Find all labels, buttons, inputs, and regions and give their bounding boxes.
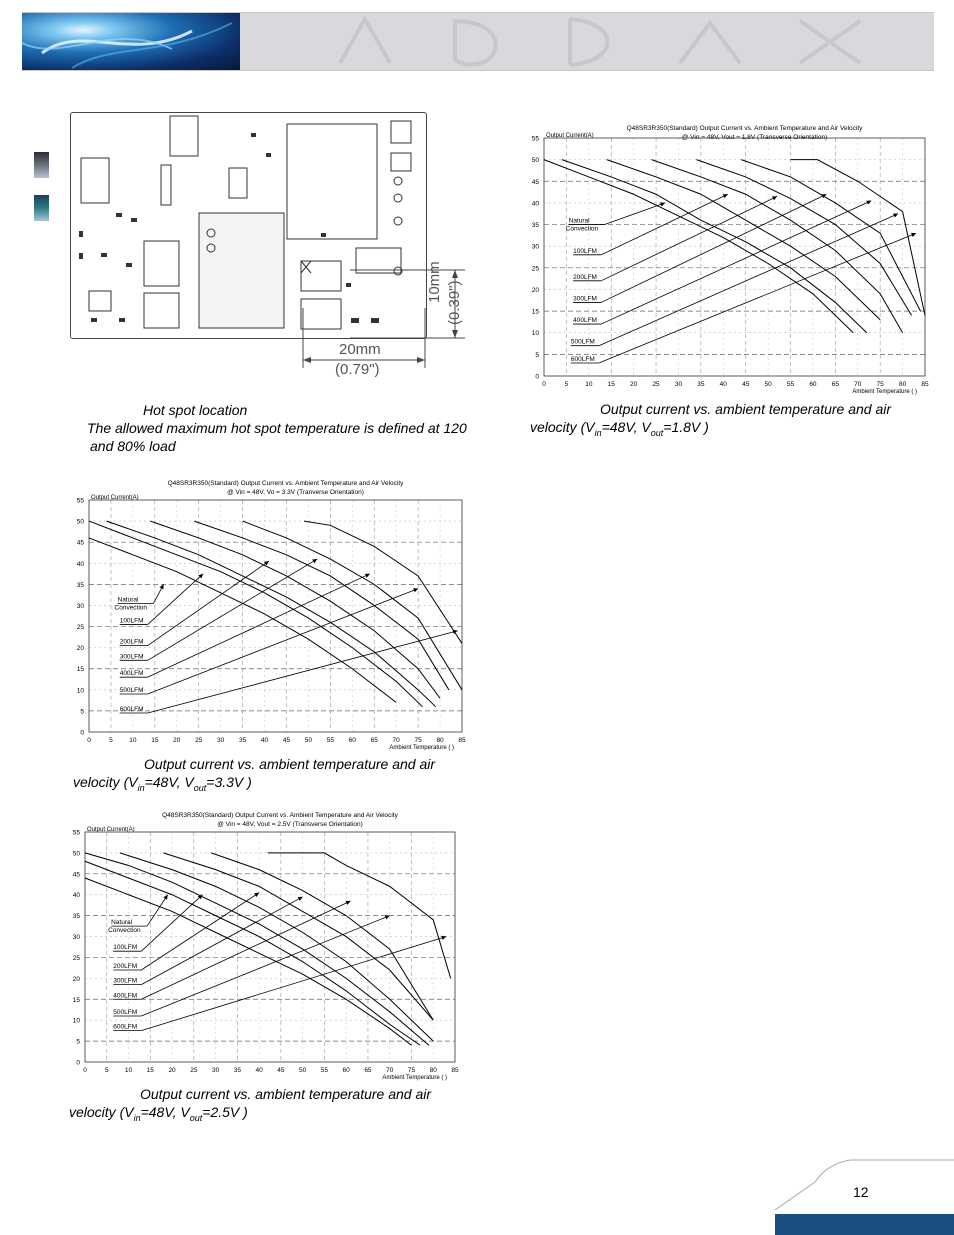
x-tick-label: 55 [326,737,334,744]
x-tick-label: 85 [458,737,466,744]
y-tick-label: 0 [80,729,84,737]
x-tick-label: 5 [109,737,113,744]
y-tick-label: 30 [72,934,80,942]
caption-sub-out: out [189,1112,203,1123]
series-arrow-line [148,559,317,660]
y-tick-label: 0 [535,373,539,381]
dim-width-in-label: (0.79") [335,361,380,378]
x-tick-label: 15 [607,381,615,388]
x-axis-label: Ambient Temperature ( ) [852,389,917,395]
x-axis-label: Ambient Temperature ( ) [389,745,454,751]
series-label: 100LFM [573,247,597,255]
series-arrow-head [254,893,259,897]
side-tab-dark [34,152,49,178]
y-tick-label: 35 [531,222,539,230]
y-tick-label: 5 [80,708,84,716]
caption-sub-in: in [133,1112,141,1123]
y-axis-label: Output Current(A) [87,827,135,833]
x-tick-label: 25 [190,1067,198,1074]
chart-title: Q48SR3R350(Standard) Output Current vs. Ambient Temperature and Air Velocity [626,125,863,132]
caption-sub-out: out [193,782,207,793]
y-tick-label: 55 [531,135,539,143]
x-tick-label: 55 [786,381,795,388]
series-arrow-line [148,589,418,694]
caption-sub-in: in [137,782,145,793]
x-tick-label: 50 [304,737,313,744]
series-label: 600LFM [113,1023,138,1031]
x-tick-label: 35 [233,1067,241,1074]
caption-2.5v [69,1085,469,1127]
x-tick-label: 10 [129,737,137,744]
x-tick-label: 85 [451,1067,459,1074]
series-label-line2: Convection [114,604,148,612]
x-tick-label: 40 [719,381,727,388]
caption-1.8v [530,400,930,442]
series-label-line2: Convection [108,927,141,935]
series-line [304,521,462,643]
caption-3.3v-line2 [73,773,473,797]
board-dimensions [290,255,470,385]
caption-3.3v [73,755,473,797]
y-tick-label: 45 [76,539,84,547]
y-tick-label: 10 [531,330,539,338]
series-arrow-line [601,194,826,302]
y-axis-label: Output Current(A) [546,133,594,139]
x-tick-label: 60 [809,381,817,388]
y-tick-label: 35 [76,581,84,589]
y-tick-label: 15 [531,308,539,316]
series-label-line2: Convection [565,225,599,233]
chart-vout-1.8v [530,118,935,403]
x-tick-label: 10 [124,1067,133,1074]
y-tick-label: 40 [72,892,80,900]
series-label: 100LFM [119,617,144,625]
x-tick-label: 60 [348,737,356,744]
dim-height-in-label: (0.39") [446,280,463,325]
x-tick-label: 45 [742,381,750,388]
x-tick-label: 20 [173,737,181,744]
x-tick-label: 40 [260,737,269,744]
x-tick-label: 10 [585,381,593,388]
series-label: 300LFM [113,977,138,985]
series-line [211,853,433,1020]
series-line [85,878,411,1045]
y-tick-label: 30 [76,602,84,610]
x-tick-label: 5 [104,1067,109,1074]
x-tick-label: 75 [414,737,422,744]
x-tick-label: 20 [630,381,638,388]
x-tick-label: 60 [342,1067,350,1074]
x-tick-label: 45 [277,1067,285,1074]
y-tick-label: 0 [76,1059,80,1067]
caption-tail: =3.3V ) [206,774,252,790]
series-label: Natural [568,217,590,225]
y-tick-label: 40 [76,560,84,568]
y-tick-label: 50 [76,518,84,526]
x-tick-label: 75 [407,1067,416,1074]
series-line [696,160,911,316]
x-tick-label: 35 [238,737,247,744]
caption-mid: =48V, V [140,1104,190,1120]
page-number: 12 [853,1184,869,1200]
caption-1.8v-line2 [530,418,930,442]
caption-1.8v-line1: Output current vs. ambient temperature and air [600,401,892,417]
y-tick-label: 25 [72,954,80,962]
x-tick-label: 70 [386,1067,394,1074]
x-tick-label: 75 [876,381,884,388]
series-arrow-line [599,214,898,346]
hotspot-caption-title: Hot spot location [143,402,248,418]
caption-mid: =48V, V [144,774,194,790]
series-arrow-line [141,897,302,985]
series-line [85,861,420,1045]
x-tick-label: 45 [282,737,291,744]
series-label: 400LFM [573,317,597,325]
x-tick-label: 80 [898,381,907,388]
x-axis-label: Ambient Temperature ( ) [382,1075,447,1081]
caption-mid: =48V, V [601,419,651,435]
x-tick-label: 30 [217,737,225,744]
x-tick-label: 85 [921,381,929,388]
x-tick-label: 65 [831,381,839,388]
x-tick-label: 25 [195,737,203,744]
x-tick-label: 0 [83,1067,87,1074]
series-arrow-head [660,202,665,206]
series-line [163,853,433,1020]
caption-sub-out: out [650,427,664,438]
x-tick-label: 5 [564,381,569,388]
caption-3.3v-line1: Output current vs. ambient temperature and air [144,756,436,772]
series-arrow-line [148,631,458,713]
chart-vout-2.5v [66,805,471,1090]
series-label: 200LFM [113,963,138,970]
series-label: 400LFM [113,992,138,1000]
dim-height-label: 10mm [426,261,443,303]
x-tick-label: 20 [168,1067,176,1074]
x-tick-label: 15 [151,737,159,744]
y-tick-label: 20 [76,645,84,653]
x-tick-label: 55 [320,1067,329,1074]
y-tick-label: 25 [76,624,84,632]
header-banner [22,12,934,71]
hotspot-caption-body: The allowed maximum hot spot temperature is defined at 120 [87,420,467,436]
plot-frame [85,832,455,1062]
chart-title: Q48SR3R350(Standard) Output Current vs. Ambient Temperature and Air Velocity [167,480,404,487]
y-tick-label: 40 [531,200,539,208]
y-tick-label: 55 [76,497,84,505]
caption-tail: =1.8V ) [663,419,709,435]
series-label: 200LFM [573,273,597,281]
x-tick-label: 30 [211,1067,220,1074]
y-tick-label: 45 [531,178,539,186]
y-tick-label: 5 [535,351,539,359]
x-tick-label: 35 [697,381,705,388]
y-tick-label: 15 [72,996,80,1004]
chart-subtitle: @ Vin = 48V, Vo = 3.3V (Tranverse Orientation) [227,489,364,496]
series-label: 500LFM [570,338,595,346]
series-label: 500LFM [119,687,144,695]
x-tick-label: 80 [436,737,444,744]
caption-prefix: velocity (V [73,774,138,790]
x-tick-label: 70 [392,737,400,744]
series-label: 400LFM [119,670,144,678]
hotspot-caption-body2: and 80% load [90,438,176,454]
y-tick-label: 20 [531,286,539,294]
y-tick-label: 50 [531,157,539,165]
series-arrow-line [605,203,665,225]
banner-photo [22,13,240,70]
y-tick-label: 10 [72,1017,80,1025]
series-label: 600LFM [119,706,144,714]
series-line [89,521,423,707]
caption-prefix: velocity (V [530,419,595,435]
y-tick-label: 20 [72,975,80,983]
x-tick-label: 30 [674,381,683,388]
chart-subtitle: @ Vin = 48V, Vout = 1.8V (Transverse Orientation) [681,134,828,141]
y-axis-label: Output Current(A) [91,495,139,501]
x-tick-label: 0 [87,737,91,744]
series-arrow-line [141,937,446,1031]
y-tick-label: 30 [531,243,539,251]
series-label: 300LFM [119,653,144,661]
caption-sub-in: in [594,427,602,438]
y-tick-label: 50 [72,850,80,858]
x-tick-label: 50 [764,381,772,388]
series-arrow-head [163,895,167,900]
series-arrow-line [148,574,370,677]
y-tick-label: 15 [76,666,84,674]
x-tick-label: 70 [854,381,862,388]
y-tick-label: 10 [76,687,84,695]
caption-prefix: velocity (V [69,1104,134,1120]
caption-tail: =2.5V ) [202,1104,248,1120]
chart-vout-3.3v [70,473,475,758]
x-tick-label: 65 [370,737,378,744]
y-tick-label: 25 [531,265,539,273]
chart-subtitle: @ Vin = 48V, Vout = 2.5V (Transverse Orientation) [217,821,363,828]
caption-2.5v-line1: Output current vs. ambient temperature and air [140,1086,432,1102]
side-tab-teal [34,195,49,221]
series-arrow-line [148,561,269,645]
series-label: 200LFM [119,638,144,646]
y-tick-label: 5 [76,1038,80,1046]
x-tick-label: 0 [542,381,546,388]
x-tick-label: 50 [299,1067,307,1074]
y-tick-label: 35 [72,913,80,921]
x-tick-label: 25 [652,381,660,388]
caption-2.5v-line2 [69,1103,469,1127]
series-arrow-line [141,893,259,970]
series-label: 500LFM [113,1009,138,1016]
series-label: Natural [111,919,133,927]
dim-width-label: 20mm [339,341,381,358]
series-label: 100LFM [113,944,138,952]
banner-logo-watermark [240,13,934,70]
x-tick-label: 15 [146,1067,154,1074]
series-label: 300LFM [573,295,597,303]
x-tick-label: 40 [255,1067,263,1074]
series-label: 600LFM [570,356,595,364]
y-tick-label: 55 [72,829,80,837]
x-tick-label: 65 [364,1067,372,1074]
banner-light-swirl [22,13,240,70]
series-label: Natural [117,596,139,604]
x-tick-label: 80 [429,1067,437,1074]
chart-title: Q48SR3R350(Standard) Output Current vs. Ambient Temperature and Air Velocity [162,812,398,819]
y-tick-label: 45 [72,871,80,879]
series-arrow-line [601,201,871,324]
